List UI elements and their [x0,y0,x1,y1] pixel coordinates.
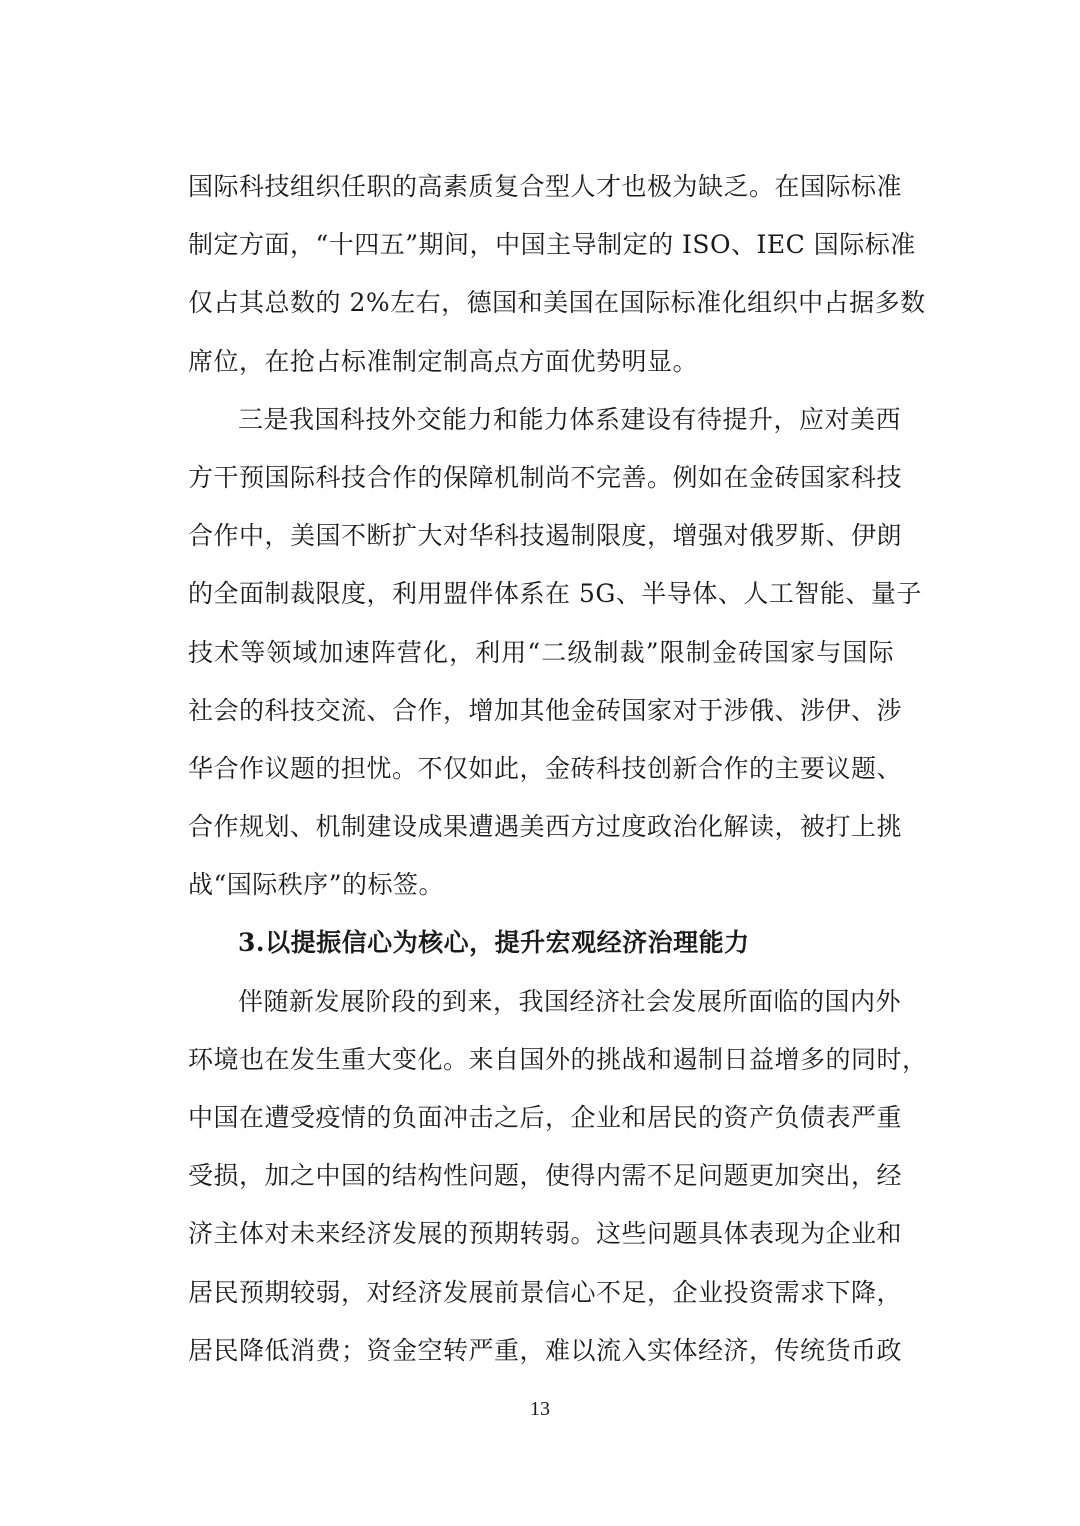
paragraph-macroeconomy [188,973,928,1380]
text-line: 受损，加之中国的结构性问题，使得内需不足问题更加突出，经 [188,1161,903,1191]
text-line: 居民预期较弱，对经济发展前景信心不足，企业投资需求下降， [188,1277,903,1307]
paragraph-standards [188,158,926,391]
text-line: 环境也在发生重大变化。来自国外的挑战和遏制日益增多的同时， [188,1044,928,1074]
paragraph-diplomacy [188,391,922,915]
heading-line: 3.以提振信心为核心，提升宏观经济治理能力 [238,928,750,958]
text-line: 方干预国际科技合作的保障机制尚不完善。例如在金砖国家科技 [188,462,903,492]
text-line: 国际科技组织任职的高素质复合型人才也极为缺乏。在国际标准 [188,172,903,201]
text-line: 三是我国科技外交能力和能力体系建设有待提升，应对美西 [238,404,902,434]
text-line: 济主体对未来经济发展的预期转弱。这些问题具体表现为企业和 [188,1219,903,1249]
page-number: 13 [530,1398,550,1420]
text-line: 中国在遭受疫情的负面冲击之后，企业和居民的资产负债表严重 [188,1103,903,1132]
document-body [188,158,928,1380]
text-line: 合作中，美国不断扩大对华科技遏制限度，增强对俄罗斯、伊朗 [188,521,903,551]
text-line: 制定方面，“十四五”期间，中国主导制定的 ISO、IEC 国际标准 [188,230,916,260]
text-line: 的全面制裁限度，利用盟伴体系在 5G、半导体、人工智能、量子 [188,579,922,609]
text-line: 仅占其总数的 2%左右，德国和美国在国际标准化组织中占据多数 [188,288,926,318]
text-line: 合作规划、机制建设成果遭遇美西方过度政治化解读，被打上挑 [188,812,903,842]
text-line: 居民降低消费；资金空转严重，难以流入实体经济，传统货币政 [188,1335,903,1365]
text-line: 技术等领域加速阵营化，利用“二级制裁”限制金砖国家与国际 [188,637,894,667]
text-line: 战“国际秩序”的标签。 [188,870,445,900]
text-line: 席位，在抢占标准制定制高点方面优势明显。 [188,346,699,376]
section-heading [188,914,894,972]
text-line: 社会的科技交流、合作，增加其他金砖国家对于涉俄、涉伊、涉 [188,695,903,725]
text-line: 华合作议题的担忧。不仅如此，金砖科技创新合作的主要议题、 [188,753,903,783]
text-line: 伴随新发展阶段的到来，我国经济社会发展所面临的国内外 [238,986,902,1016]
